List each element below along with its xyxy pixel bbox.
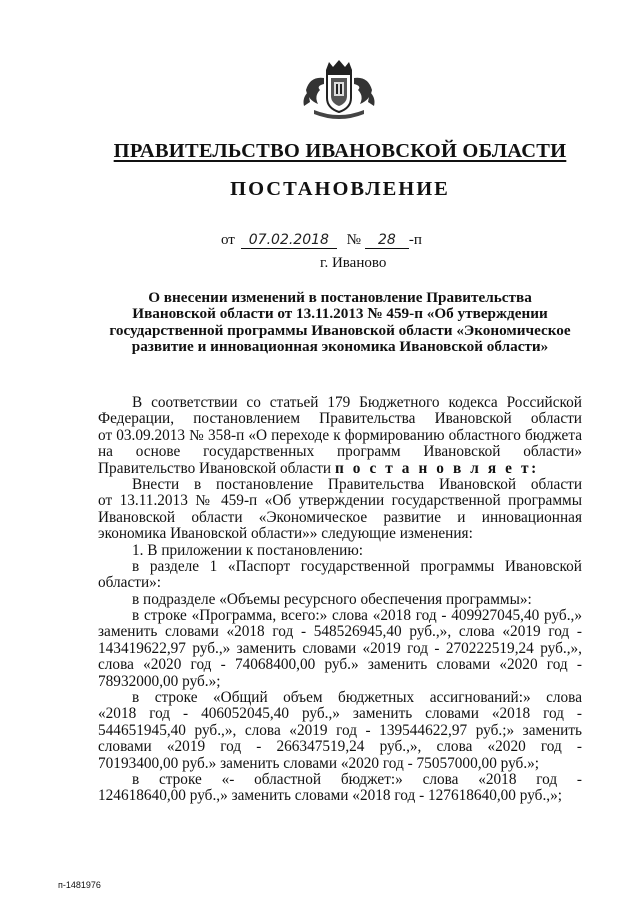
- number-suffix: -п: [408, 232, 422, 248]
- body-line: Внести в постановление Правительства Ивановской области: [132, 475, 582, 493]
- document-body: [98, 395, 582, 805]
- body-line: словами «2019 год - 266347519,24 руб.,», слова «2020 год -: [98, 738, 582, 756]
- body-line: в строке «Общий объем бюджетных ассигнований:» слова: [132, 689, 582, 707]
- body-line: 124618640,00 руб.,» заменить словами «2018 год - 127618640,00 руб.,»;: [98, 787, 563, 805]
- body-line: в строке «- областной бюджет:» слова «2018 год -: [132, 770, 582, 788]
- body-line: В соответствии со статьей 179 Бюджетного кодекса Российской: [132, 394, 582, 411]
- body-line: экономика Ивановской области»» следующие изменения:: [98, 525, 473, 543]
- subject-line: О внесении изменений в постановление Правительства: [148, 289, 532, 306]
- city: г. Иваново: [320, 255, 387, 271]
- subject-line: развитие и инновационная экономика Ивановской области»: [131, 337, 549, 355]
- body-line: в подразделе «Объемы ресурсного обеспечения программы»:: [132, 590, 532, 608]
- document-number: 28: [365, 232, 409, 249]
- government-title: ПРАВИТЕЛЬСТВО ИВАНОВСКОЙ ОБЛАСТИ: [113, 140, 567, 162]
- subject-line: Ивановской области от 13.11.2013 № 459-п «Об утверждении: [132, 305, 548, 323]
- body-line: в строке «Программа, всего:» слова «2018 год - 409927045,40 руб.,»: [132, 607, 582, 625]
- decree-word: п о с т а н о в л я е т:: [334, 459, 539, 477]
- body-line: Ивановской области «Экономическое развитие и инновационная: [98, 508, 582, 526]
- document-subject: [98, 290, 582, 355]
- body-line: в разделе 1 «Паспорт государственной программы Ивановской: [132, 557, 582, 575]
- date-number-line: [221, 232, 422, 249]
- body-line: на основе государственных программ Ивановской области»: [98, 443, 582, 461]
- coat-of-arms-icon: [296, 56, 382, 124]
- body-line: области»:: [98, 574, 162, 592]
- body-line: от 13.11.2013 № 459-п «Об утверждении государственной программы: [98, 492, 582, 510]
- body-line: заменить словами «2018 год - 548526945,40 руб.,», слова «2019 год -: [98, 623, 582, 641]
- document-date: 07.02.2018: [241, 232, 337, 249]
- number-sign: №: [346, 232, 361, 248]
- body-line: 70193400,00 руб.» заменить словами «2020 год - 75057000,00 руб.»;: [98, 754, 540, 772]
- body-line: слова «2020 год - 74068400,00 руб.» заменить словами «2020 год -: [98, 656, 582, 674]
- document-type: ПОСТАНОВЛЕНИЕ: [230, 178, 450, 200]
- body-line: от 03.09.2013 № 358-п «О переходе к формированию областного бюджета: [98, 426, 582, 444]
- body-line: [98, 461, 582, 477]
- body-line: 544651945,40 руб.,», слова «2019 год - 139544622,97 руб.;» заменить: [98, 721, 582, 739]
- subject-line: государственной программы Ивановской области «Экономическое: [109, 321, 571, 339]
- body-line: 78932000,00 руб.»;: [98, 672, 221, 690]
- document-code: п-1481976: [58, 880, 101, 890]
- date-prefix: от: [221, 232, 235, 248]
- body-line: «2018 год - 406052045,40 руб.,» заменить словами «2018 год -: [98, 705, 582, 723]
- decree-subject: Правительство Ивановской области: [98, 459, 332, 477]
- body-line: 143419622,97 руб.,» заменить словами «2019 год - 270222519,24 руб.,»,: [98, 639, 582, 657]
- body-line: Федерации, постановлением Правительства Ивановской области: [98, 410, 582, 428]
- body-line: 1. В приложении к постановлению:: [132, 541, 364, 559]
